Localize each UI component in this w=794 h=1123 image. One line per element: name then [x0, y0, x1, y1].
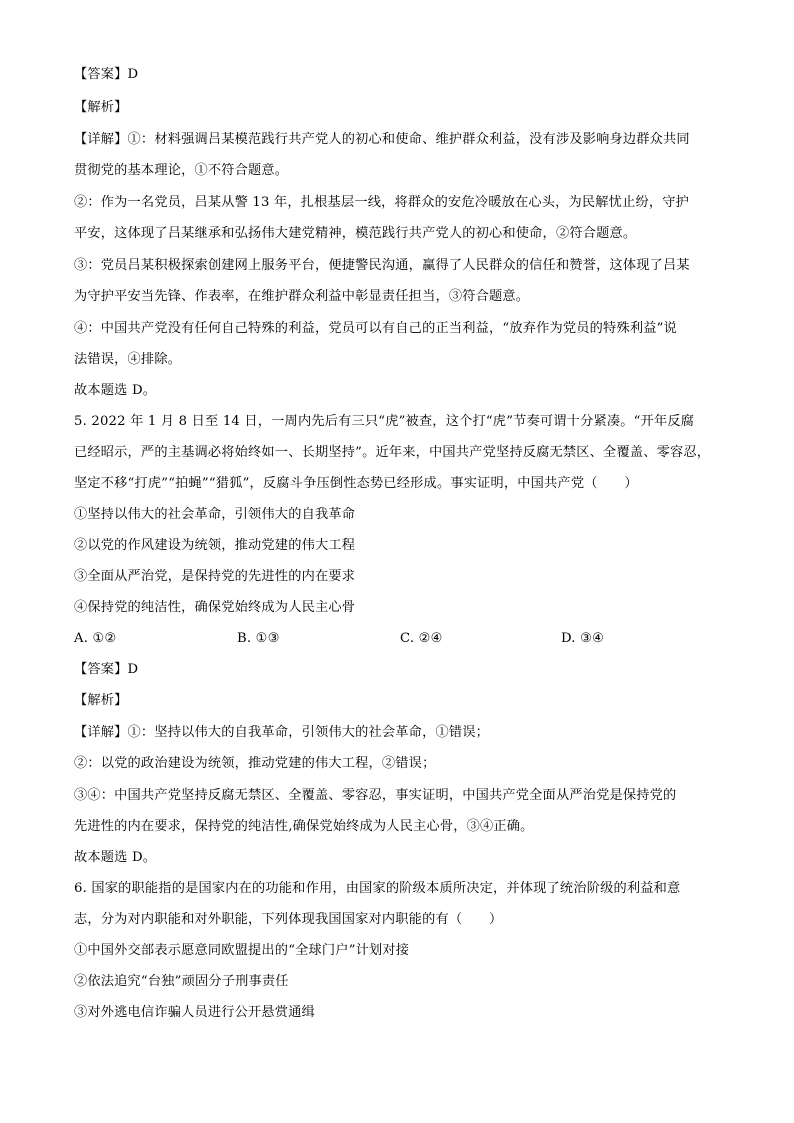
explanation-line: 贯彻党的基本理论，①不符合题意。	[74, 163, 289, 178]
explanation-line: ③：党员吕某积极探索创建网上服务平台，便捷警民沟通，赢得了人民群众的信任和赞誉，这体现了吕某	[74, 258, 690, 273]
conclusion-line: 故本题选 D。	[74, 383, 157, 398]
explanation-line: ②：以党的政治建设为统领，推动党建的伟大工程，②错误；	[74, 756, 436, 771]
statement-item: ②依法追究“台独”顽固分子刑事责任	[74, 974, 289, 989]
question-5-stem: 已经昭示，严的主基调必将始终如一、长期坚持”。近年来，中国共产党坚持反腐无禁区、全覆盖、零容忍，	[74, 445, 711, 460]
option-b: B. ①③	[237, 631, 280, 646]
statement-item: ①坚持以伟大的社会革命，引领伟大的自我革命	[74, 507, 356, 522]
option-a: A. ①②	[74, 631, 117, 646]
answer-line: 【答案】D	[74, 662, 139, 677]
explanation-line: 为守护平安当先锋、作表率，在维护群众利益中彰显责任担当，③符合题意。	[74, 289, 530, 304]
statement-item: ④保持党的纯洁性，确保党始终成为人民主心骨	[74, 600, 356, 615]
option-d: D. ③④	[561, 631, 605, 646]
statement-item: ①中国外交部表示愿意同欧盟提出的“全球门户”计划对接	[74, 943, 410, 958]
explanation-line: ③④：中国共产党坚持反腐无禁区、全覆盖、零容忍，事实证明，中国共产党全面从严治党是保持党的	[74, 788, 677, 803]
statement-item: ③全面从严治党，是保持党的先进性的内在要求	[74, 569, 356, 584]
analysis-heading: 【解析】	[74, 100, 128, 115]
analysis-heading: 【解析】	[74, 693, 128, 708]
statement-item: ③对外逃电信诈骗人员进行公开悬赏通缉	[74, 1005, 315, 1020]
explanation-line: ②：作为一名党员，吕某从警 13 年，扎根基层一线，将群众的安危冷暖放在心头，为民解忧止纷，守护	[74, 195, 690, 210]
question-5-stem: 5. 2022 年 1 月 8 日至 14 日，一周内先后有三只“虎”被查，这个打“虎”节奏可谓十分紧凑。“开年反腐	[74, 414, 695, 429]
question-6-stem: 6. 国家的职能指的是国家内在的功能和作用，由国家的阶级本质所决定，并体现了统治阶级的利益和意	[74, 881, 681, 896]
question-5-stem: 坚定不移“打虎”“拍蝇”“猎狐”，反腐斗争压倒性态势已经形成。事实证明，中国共产党（ ）	[74, 476, 638, 491]
statement-item: ②以党的作风建设为统领，推动党建的伟大工程	[74, 538, 356, 553]
explanation-line: 法错误，④排除。	[74, 352, 182, 367]
question-6-stem: 志，分为对内职能和对外职能，下列体现我国国家对内职能的有（ ）	[74, 912, 503, 927]
explanation-line: ④：中国共产党没有任何自己特殊的利益，党员可以有自己的正当利益，“放弃作为党员的特殊利益”说	[74, 321, 677, 336]
explanation-line: 平安，这体现了吕某继承和弘扬伟大建党精神，模范践行共产党人的初心和使命，②符合题意。	[74, 226, 637, 241]
option-c: C. ②④	[400, 631, 443, 646]
question-5-options	[74, 630, 734, 648]
explanation-line: 【详解】①：坚持以伟大的自我革命，引领伟大的社会革命，①错误；	[74, 725, 490, 740]
answer-line: 【答案】D	[74, 67, 139, 82]
explanation-line: 【详解】①：材料强调吕某模范践行共产党人的初心和使命、维护群众利益，没有涉及影响身边群众共同	[74, 132, 690, 147]
explanation-line: 先进性的内在要求，保持党的纯洁性,确保党始终成为人民主心骨，③④正确。	[74, 819, 534, 834]
conclusion-line: 故本题选 D。	[74, 850, 157, 865]
